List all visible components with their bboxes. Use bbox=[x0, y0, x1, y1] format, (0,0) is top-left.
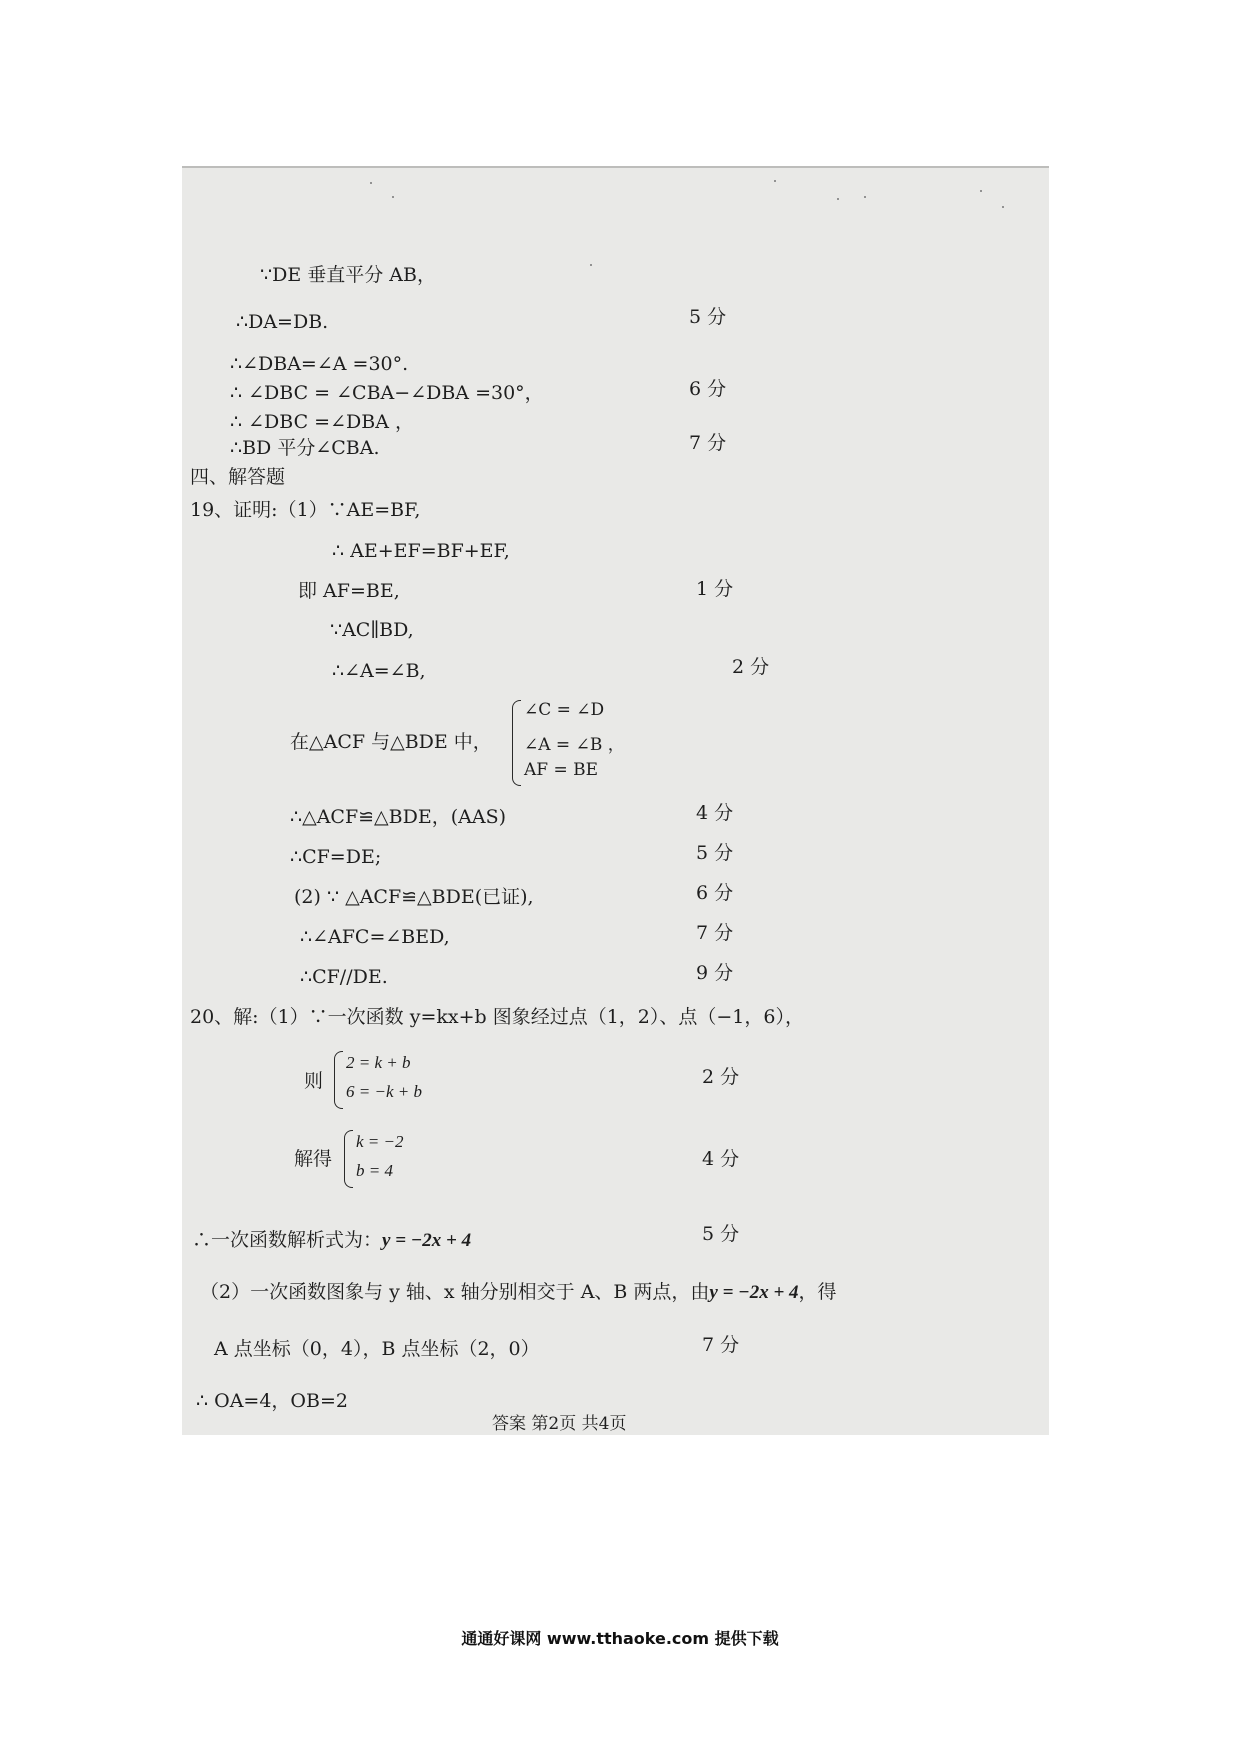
score-label: 6 分 bbox=[696, 882, 734, 904]
scan-speck bbox=[837, 198, 839, 200]
q20-line bbox=[192, 1231, 471, 1250]
condition-row: AF = BE bbox=[524, 760, 599, 780]
q19-line: ∵AC∥BD, bbox=[330, 619, 414, 641]
proof-line: ∴ ∠DBC = ∠CBA−∠DBA =30°， bbox=[230, 382, 544, 404]
score-label: 2 分 bbox=[702, 1066, 740, 1088]
score-label: 5 分 bbox=[689, 306, 727, 328]
site-credit: 通通好课网 www.tthaoke.com 提供下载 bbox=[461, 1629, 779, 1648]
proof-line: ∴BD 平分∠CBA. bbox=[230, 437, 380, 459]
equation-system bbox=[334, 1051, 444, 1109]
brace bbox=[512, 700, 521, 786]
q20-line: 20、解:（1）∵一次函数 y=kx+b 图象经过点（1，2）、点（−1，6）， bbox=[190, 1006, 804, 1028]
section-heading: 四、解答题 bbox=[190, 466, 286, 488]
score-label: 7 分 bbox=[696, 922, 734, 944]
function-expression: y = −2x + 4 bbox=[382, 1230, 472, 1251]
score-label: 2 分 bbox=[732, 656, 770, 678]
proof-line: ∴DA=DB. bbox=[236, 311, 329, 333]
scan-speck bbox=[590, 264, 592, 266]
congruence-conditions bbox=[512, 700, 632, 786]
condition-row: ∠A = ∠B ， bbox=[524, 735, 625, 755]
brace bbox=[344, 1130, 353, 1188]
scanned-answer-page bbox=[182, 166, 1049, 1435]
scan-speck bbox=[980, 190, 982, 192]
q19-line: ∴∠AFC=∠BED, bbox=[300, 926, 450, 948]
scan-speck bbox=[392, 196, 394, 198]
q19-line: ∴∠A=∠B, bbox=[332, 660, 426, 682]
scan-speck bbox=[370, 182, 372, 184]
proof-line: ∴ ∠DBC =∠DBA ， bbox=[230, 411, 414, 433]
score-label: 7 分 bbox=[702, 1334, 740, 1356]
brace bbox=[334, 1051, 343, 1109]
q19-line: (2) ∵ △ACF≌△BDE(已证), bbox=[294, 886, 534, 908]
score-label: 4 分 bbox=[702, 1148, 740, 1170]
score-label: 5 分 bbox=[702, 1223, 740, 1245]
page-number: 答案 第2页 共4页 bbox=[492, 1414, 627, 1434]
q19-line: 在△ACF 与△BDE 中， bbox=[290, 731, 492, 753]
proof-line: ∴∠DBA=∠A =30°. bbox=[230, 353, 409, 375]
q19-line: ∴CF=DE; bbox=[290, 846, 382, 868]
q19-line: 即 AF=BE, bbox=[298, 580, 400, 602]
score-label: 4 分 bbox=[696, 802, 734, 824]
score-label: 7 分 bbox=[689, 432, 727, 454]
q20-line bbox=[200, 1283, 837, 1302]
line-text: ∴一次函数解析式为： bbox=[192, 1229, 383, 1251]
score-label: 6 分 bbox=[689, 378, 727, 400]
q19-line: 19、证明:（1）∵AE=BF, bbox=[190, 499, 421, 521]
q20-line: A 点坐标（0，4），B 点坐标（2，0） bbox=[214, 1338, 540, 1360]
proof-line: ∵DE 垂直平分 AB， bbox=[260, 264, 436, 286]
line-text: ，得 bbox=[798, 1281, 837, 1303]
q20-line: 解得 bbox=[294, 1148, 333, 1170]
line-text: （2）一次函数图象与 y 轴、x 轴分别相交于 A、B 两点，由 bbox=[200, 1281, 710, 1303]
scan-speck bbox=[774, 180, 776, 182]
q19-line: ∴△ACF≌△BDE，(AAS) bbox=[290, 806, 507, 828]
solution-row: b = 4 bbox=[356, 1161, 393, 1180]
score-label: 9 分 bbox=[696, 962, 734, 984]
function-expression: y = −2x + 4 bbox=[709, 1282, 799, 1303]
scan-speck bbox=[864, 196, 866, 198]
q19-line: ∴CF//DE. bbox=[300, 966, 388, 988]
q19-line: ∴ AE+EF=BF+EF, bbox=[332, 540, 510, 562]
q20-line: ∴ OA=4，OB=2 bbox=[196, 1390, 348, 1412]
score-label: 1 分 bbox=[696, 578, 734, 600]
equation-row: 2 = k + b bbox=[346, 1053, 411, 1072]
q20-line: 则 bbox=[304, 1070, 324, 1092]
scan-speck bbox=[1002, 206, 1004, 208]
solution-row: k = −2 bbox=[356, 1132, 404, 1151]
condition-row: ∠C = ∠D bbox=[524, 700, 605, 720]
solution-system bbox=[344, 1130, 424, 1188]
score-label: 5 分 bbox=[696, 842, 734, 864]
equation-row: 6 = −k + b bbox=[346, 1082, 422, 1101]
